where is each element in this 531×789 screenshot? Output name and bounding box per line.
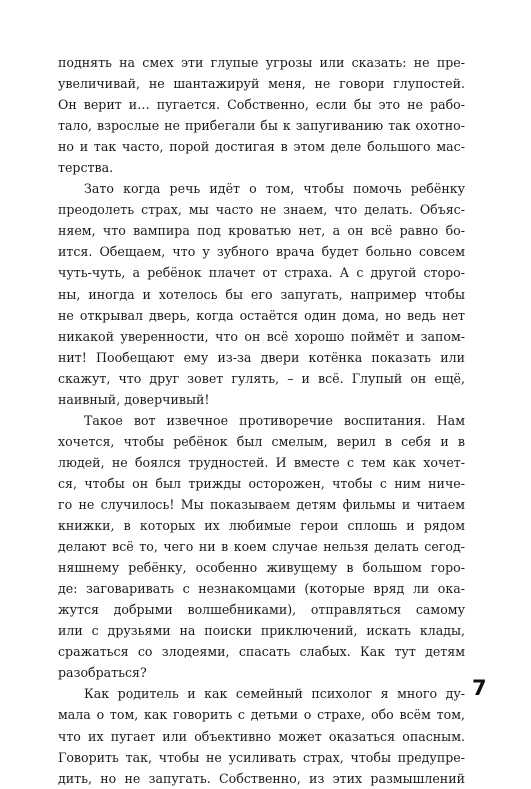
text-line: нит! Пообещают ему из-за двери котёнка показать или: [58, 349, 465, 365]
text-line: людей, не боялся трудностей. И вместе с тем как хочет-: [58, 454, 465, 470]
text-line: скажут, что друг зовет гулять, – и всё. Глупый он ещё,: [58, 370, 465, 386]
text-line: Говорить так, чтобы не усиливать страх, чтобы предупре-: [58, 749, 465, 765]
text-line: ся, чтобы он был трижды осторожен, чтобы с ним ниче-: [58, 475, 465, 491]
body-text: [58, 52, 465, 789]
text-line: няшнему ребёнку, особенно живущему в большом горо-: [58, 560, 465, 576]
text-line: ны, иногда и хотелось бы его запугать, например чтобы: [58, 286, 465, 302]
text-line: никакой уверенности, что он всё хорошо поймёт и запом-: [58, 328, 465, 344]
text-line: что их пугает или объективно может оказаться опасным.: [58, 728, 465, 744]
text-line: Зато когда речь идёт о том, чтобы помочь ребёнку: [84, 181, 465, 197]
text-line: Как родитель и как семейный психолог я много ду-: [84, 686, 465, 702]
text-line: увеличивай, не шантажируй меня, не говори глупостей.: [58, 76, 465, 92]
text-line: наивный, доверчивый!: [58, 391, 210, 407]
text-line: или с друзьями на поиски приключений, искать клады,: [58, 623, 465, 639]
text-line: терства.: [58, 160, 114, 176]
text-line: Он верит и… пугается. Собственно, если бы это не рабо-: [58, 97, 465, 113]
text-line: няем, что вампира под кроватью нет, а он всё равно бо-: [58, 223, 465, 239]
text-line: го не случилось! Мы показываем детям фильмы и читаем: [58, 496, 465, 512]
text-line: чуть-чуть, а ребёнок плачет от страха. А с другой сторо-: [58, 265, 465, 281]
text-line: тало, взрослые не прибегали бы к запугиванию так охотно-: [58, 118, 465, 134]
text-line: хочется, чтобы ребёнок был смелым, верил в себя и в: [58, 433, 465, 449]
text-line: делают всё то, чего ни в коем случае нельзя делать сегод-: [58, 539, 465, 555]
text-line: ится. Обещаем, что у зубного врача будет больно совсем: [58, 244, 465, 260]
text-line: Такое вот извечное противоречие воспитания. Нам: [84, 412, 465, 428]
text-line: де: заговаривать с незнакомцами (которые вряд ли ока-: [58, 581, 465, 597]
text-line: разобраться?: [58, 665, 147, 681]
text-line: мала о том, как говорить с детьми о страхе, обо всём том,: [58, 707, 465, 723]
text-line: дить, но не запугать. Собственно, из этих размышлений: [58, 770, 465, 786]
text-line: не открывал дверь, когда остаётся один дома, но ведь нет: [58, 307, 465, 323]
text-line: преодолеть страх, мы часто не знаем, что делать. Объяс-: [58, 202, 465, 218]
text-line: книжки, в которых их любимые герои сплошь и рядом: [58, 518, 465, 534]
text-line: сражаться со злодеями, спасать слабых. Как тут детям: [58, 644, 465, 660]
text-line: поднять на смех эти глупые угрозы или сказать: не пре-: [58, 55, 465, 70]
text-line: жутся добрыми волшебниками), отправляться самому: [58, 602, 465, 618]
page-number: 7: [472, 676, 487, 700]
text-line: но и так часто, порой достигая в этом деле большого мас-: [58, 139, 465, 155]
